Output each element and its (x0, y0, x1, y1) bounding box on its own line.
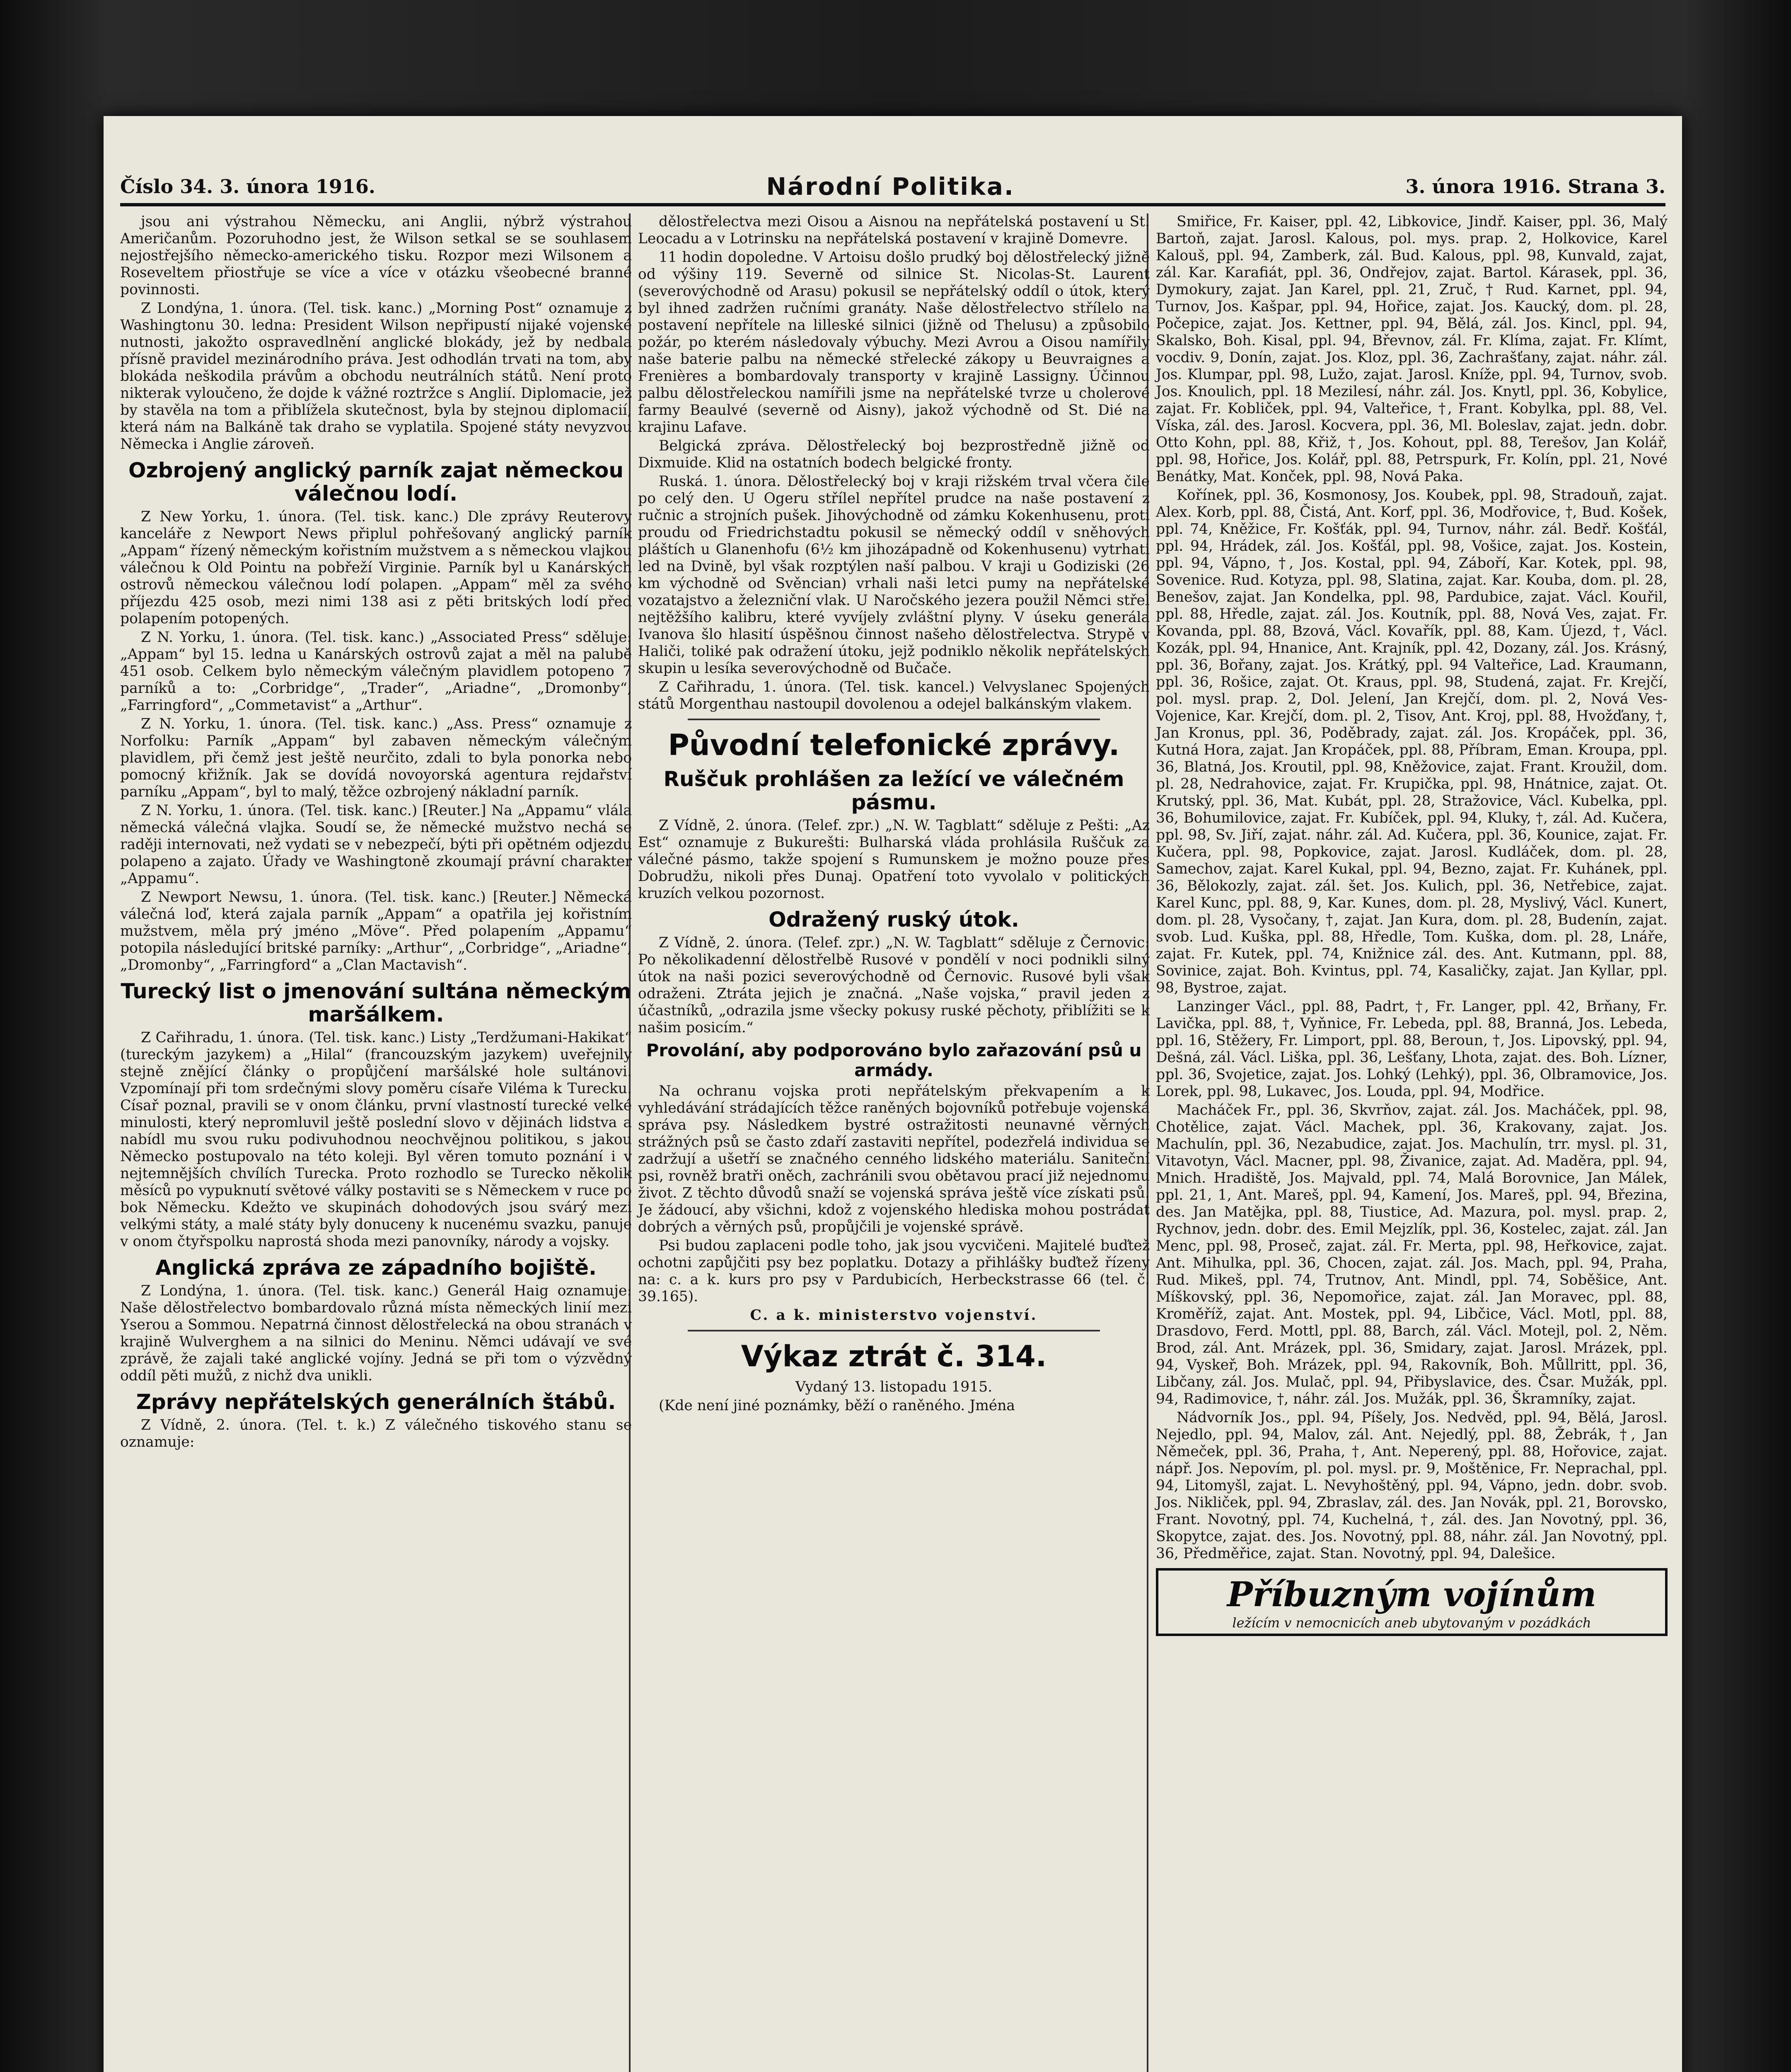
article-paragraph: Na ochranu vojska proti nepřátelským překvapením a k vyhledávání strádajících těžce raněných bojovníků potřebuje vojenská správa psy. Následkem bystré ostražitosti neunavné věrných strážných psů se často zdaří zastaviti nepřítel, podezřelá individua se zadržují a ušetří se značného cenného lidského materiálu. Saniteční psi, rovněž bratři oněch, zachránili svou obětavou prací již nejednomu život. Z těchto důvodů snaží se vojenská správa ještě více získati psů. Je žádoucí, aby všichni, kdož z vojenského hlediska mohou postrádat dobrých a věrných psů, propůjčili je vojenské správě. (638, 1083, 1150, 1235)
page-header (120, 170, 1665, 206)
casualty-list-paragraph: Lanzinger Václ., ppl. 88, Padrt, †, Fr. Langer, ppl. 42, Brňany, Fr. Lavička, ppl. 88, †, Vyňnice, Fr. Lebeda, ppl. 88, Branná, Jos. Lebeda, ppl. 16, Stěžery, Fr. Limport, ppl. 88, Beroun, †, Jos. Lipovský, ppl. 94, Dešná, zál. Václ. Liška, ppl. 36, Lešťany, Lhota, zajat. des. Boh. Lízner, ppl. 36, Svojetice, zajat. Jos. Lohký (Lehký), ppl. 36, Olbramovice, Jos. Lorek, ppl. 98, Lukavec, Jos. Louda, ppl. 94, Modřice. (1156, 998, 1668, 1100)
article-paragraph: Z New Yorku, 1. února. (Tel. tisk. kanc.) Dle zprávy Reuterovy kanceláře z Newport News připlul pohřešovaný anglický parník „Appam“ řízený německým kořistním mužstvem a s německou vlajkou válečnou k Old Pointu na pobřeží Virginie. Parník byl u Kanárských ostrovů německou válečnou lodí polapen. „Appam“ měl za svého příjezdu 425 osob, mezi nimi 138 asi z pěti britských lodí před polapením potopených. (120, 508, 632, 627)
headline: Turecký list o jmenování sultána německým maršálkem. (121, 979, 631, 1026)
article-paragraph: (Kde není jiné poznámky, běží o raněného. Jména (659, 1397, 1015, 1414)
article-paragraph: 11 hodin dopoledne. V Artoisu došlo prudký boj dělostřelecký jižně od výšiny 119. Severně od silnice St. Nicolas-St. Laurent (severovýchodně od Arasu) pokusil se nepřátelský oddíl o útok, který byl ihned zadržen ručními granáty. Naše dělostřelectvo střílelo na postavení nepřítele na lilleské silnici (jižně od Thelusu) a způsobilo požár, po kterém následovaly výbuchy. Mezi Avrou a Oisou namířily naše baterie palbu na německé střelecké zákopy u Beuvraignes a Frenières a bombardovaly transporty v krajině Lassigny. Účinnou palbu dělostřeleckou namířili jsme na nepřátelské tvrze u cholerové farmy Beaulvé (severně od Aisny), jakož východně od St. Dié na krajinu Lafave. (638, 249, 1150, 436)
article-paragraph: Z Londýna, 1. února. (Tel. tisk. kanc.) „Morning Post“ oznamuje z Washingtonu 30. ledna: President Wilson nepřipustí nijaké vojenské nutnosti, jakožto ospravedlnění anglické blokády, jež by nedbala přísně pravidel mezinárodního práva. Jest odhodlán trvati na tom, aby blokáda neškodila právům a obchodu neutrálních států. Není proto nikterak vyloučeno, že dojde k vážné roztržce s Anglií. Diplomacie, jež by stavěla na tom a přiblížela skutečnost, byla by stejnou diplomacií, která nám na Balkáně tak draho se vyplatila. Spojené státy nevyzvou Německa i Anglie zároveň. (120, 300, 632, 453)
page-info: 3. února 1916. Strana 3. (1405, 175, 1665, 198)
casualty-list-paragraph: Nádvorník Jos., ppl. 94, Píšely, Jos. Nedvěd, ppl. 94, Bělá, Jarosl. Nejedlo, ppl. 94, Malov, zál. Ant. Nejedlý, ppl. 88, Žebrák, †, Jan Němeček, ppl. 36, Praha, †, Ant. Neperený, ppl. 88, Hořovice, zajat. nápř. Jos. Nepovím, pl. pol. mysl. pr. 9, Moštěnice, Fr. Neprachal, ppl. 94, Litomyšl, zajat. L. Nevyhoštěný, ppl. 94, Vápno, jedn. dobr. svob. Jos. Nikliček, ppl. 94, Zbraslav, zál. des. Jan Novák, ppl. 21, Borovsko, Frant. Novotný, ppl. 74, Kuchelná, †, zál. des. Jan Novotný, ppl. 36, Skopytce, zajat. des. Jos. Novotný, ppl. 88, náhr. zál. Jan Novotný, ppl. 36, Předměřice, zajat. Stan. Novotný, ppl. 94, Dalešice. (1156, 1409, 1668, 1562)
notice-subtitle: ležícím v nemocnicích aneb ubytovaným v pozádkách (1232, 1615, 1591, 1631)
article-paragraph: Z Vídně, 2. února. (Telef. zpr.) „N. W. Tagblatt“ sděluje z Pešti: „Az Est“ oznamuje z Bukurešti: Bulharská vláda prohlásila Ruščuk za válečné pásmo, takže spojení s Rumunskem je možno pouze přes Dobrudžu, nikoli přes Dunaj. Opatření toto vyvolalo v politických kruzích velkou pozornost. (638, 817, 1150, 902)
newspaper-page (104, 116, 1682, 2072)
article-paragraph: Belgická zpráva. Dělostřelecký boj bezprostředně jižně od Dixmuide. Klid na ostatních bodech belgické fronty. (638, 438, 1150, 471)
section-headline: Původní telefonické zprávy. (668, 728, 1120, 762)
separator (688, 719, 1100, 720)
column-3 (1156, 213, 1668, 2072)
article-paragraph: Z Newport Newsu, 1. února. (Tel. tisk. kanc.) [Reuter.] Německá válečná loď, která zajala parník „Appam“ a opatřila jej kořistním mužstvem, měla prý jméno „Möve“. Před polapením „Appamu“ potopila následující britské parníky: „Arthur“, „Corbridge“, „Ariadne“, „Dromonby“, „Farringford“ a „Clan Mactavish“. (120, 889, 632, 973)
article-paragraph: Z N. Yorku, 1. února. (Tel. tisk. kanc.) „Ass. Press“ oznamuje z Norfolku: Parník „Appam“ byl zabaven německým válečným plavidlem, při čemž jest ještě neurčito, zdali to byla ponorka nebo pomocný křižník. Jak se dovídá novoyorská agentura rejdařství parníku „Appam“, byl to malý, těžce ozbrojený nákladní parník. (120, 716, 632, 800)
article-paragraph: Psi budou zaplaceni podle toho, jak jsou vycvičeni. Majitelé buďtež ochotni zapůjčiti psy bez poplatku. Dotazy a přihlášky buďtež řízeny na: c. a k. kurs pro psy v Pardubicích, Herbeckstrasse 66 (tel. č. 39.165). (638, 1237, 1150, 1305)
headline: Ozbrojený anglický parník zajat německou válečnou lodí. (128, 458, 624, 506)
notice-title: Příbuzným vojínům (1227, 1575, 1597, 1615)
column-2 (638, 213, 1150, 2072)
date-line: Vydaný 13. listopadu 1915. (795, 1379, 993, 1395)
casualty-list-paragraph: Macháček Fr., ppl. 36, Skvrňov, zajat. zál. Jos. Macháček, ppl. 98, Chotělice, zajat. Václ. Machek, ppl. 36, Krakovany, zajat. Jos. Machulín, ppl. 36, Nezabudice, zajat. Jos. Machulín, trr. mysl. pl. 31, Vitavotyn, Václ. Macner, ppl. 98, Živanice, zajat. Ad. Maděra, ppl. 94, Mnich. Hradiště, Jos. Majvald, ppl. 74, Malá Borovnice, Jan Málek, ppl. 21, 1, Ant. Mareš, ppl. 94, Kamení, Jos. Mareš, ppl. 94, Březina, des. Jan Matějka, ppl. 88, Tiustice, Ad. Mazura, pol. mysl. prap. 2, Rychnov, jedn. dobr. des. Emil Mejzlík, ppl. 36, Kostelec, zajat. zál. Jan Menc, ppl. 98, Proseč, zajat. zál. Fr. Merta, ppl. 98, Heřkovice, zajat. Ant. Mihulka, ppl. 36, Chocen, zajat. zál. Jos. Mach, ppl. 94, Praha, Rud. Mikeš, ppl. 74, Trutnov, Ant. Mindl, ppl. 74, Soběšice, Ant. Míškovský, ppl. 36, Nepomořice, zajat. zál. Jan Moravec, ppl. 88, Kroměříž, zajat. Ant. Mostek, ppl. 94, Libčice, Václ. Motl, ppl. 88, Drasdovo, Ferd. Mottl, ppl. 88, Barch, zál. Václ. Motejl, pol. 2, Něm. Brod, zál. Ant. Mrázek, ppl. 36, Smidary, zajat. Jarosl. Mrázek, ppl. 94, Vyskeř, Boh. Mrázek, ppl. 94, Rakovník, Boh. Můllritt, ppl. 36, Libčany, zál. Jos. Mulač, ppl. 94, Přibyslavice, des. Čsar. Mužák, ppl. 94, Radimovice, †, náhr. zál. Jos. Mužák, ppl. 36, Škramníky, zajat. (1156, 1102, 1668, 1407)
column-1 (120, 213, 632, 2072)
headline: Anglická zpráva ze západního bojiště. (155, 1256, 597, 1280)
headline: Provolání, aby podporováno bylo zařazování psů u armády. (646, 1040, 1142, 1080)
article-paragraph: Z Cařihradu, 1. února. (Tel. tisk. kancel.) Velvyslanec Spojených států Morgenthau nastoupil dovolenou a odejel balkánským vlakem. (638, 679, 1150, 712)
article-paragraph: Z Cařihradu, 1. února. (Tel. tisk. kanc.) Listy „Terdžumani-Hakikat“ (tureckým jazykem) a „Hilal“ (francouzským jazykem) uveřejnily stejně znějící články o propůjčení maršálské hole sultánovi. Vzpomínají při tom srdečnými slovy poměru císaře Viléma k Turecku. Císař poznal, pravili se v onom článku, první vlastností turecké velké minulosti, který nepromluvil ještě poslední slovo v dějinách lidstva a nabídl mu svou ruku podivuhodnou neochvějnou politikou, s jakou Německo postupovalo na této koleji. Byl věren tomuto poznání i v nejtemnějších chvílích Turecka. Proto rozhodlo se Turecko několik měsíců po vypuknutí světové války postaviti se s Německem v ruce po bok Německu. Kdežto ve skupinách dohodových jsou svárý mezi velkými státy, a malé státy byly donuceny k nucenému svazku, panuje v onom čtyřspolku naprostá shoda mezi panovníky, národy a vojsky. (120, 1029, 632, 1250)
masthead: Národní Politika. (766, 172, 1015, 201)
headline: Odražený ruský útok. (769, 908, 1019, 932)
headline: Ruščuk prohlášen za ležící ve válečném pásmu. (663, 767, 1124, 814)
article-paragraph: Z Vídně, 2. února. (Telef. zpr.) „N. W. Tagblatt“ sděluje z Černovic: Po několikadenní dělostřelbě Rusové v pondělí v noci podnikli silný útok na naši pozici severovýchodně od Černovic. Rusové byli však odraženi. Ztráta jejich je značná. „Naše vojska,“ pravil jeden z účastníků, „odrazila jsme všecky pokusy ruské pěchoty, přiblížiti se k našim posicím.“ (638, 934, 1150, 1036)
article-paragraph: dělostřelectva mezi Oisou a Aisnou na nepřátelská postavení u St. Leocadu a v Lotrinsku na nepřátelská postavení v krajině Domevre. (638, 213, 1150, 247)
article-paragraph: jsou ani výstrahou Německu, ani Anglii, nýbrž výstrahou Američanům. Pozoruhodno jest, že Wilson setkal se se souhlasem nejostřejšího německo-amerického tisku. Rozpor mezi Wilsonem a Roseveltem přiostřuje se více a více v otázku všeobecné branné povinnosti. (120, 213, 632, 298)
article-paragraph: Ruská. 1. února. Dělostřelecký boj v kraji rižském trval včera čile po celý den. U Ogeru střílel nepřítel prudce na naše postavení z ručnic a strojních pušek. Jihovýchodně od zámku Kokenhusenu, proti proudu od Friedrichstadtu pokusil se německý oddíl v sněhových pláštích u Glanenhofu (6½ km jihozápadně od Kokenhusenu) vytrhati led na Dvině, byl však rozptýlen naší palbou. V kraji u Godiziski (26 km východně od Svěncian) vrhali naši letci pumy na nepřátelské vozatajstvo a železniční vlak. U Naročského jezera použil Němci střel nejtěžšího kalibru, které vyvíjely zvláštní plyny. V úseku generála Ivanova šlo hlasití úspěšnou činnost našeho dělostřelectva. Strypě v Haliči, toliké pak odražení útoku, jejž podniklo několik nepřátelských skupin u lesíka severovýchodně od Bučače. (638, 473, 1150, 677)
separator (688, 1330, 1100, 1331)
signature: C. a k. ministerstvo vojenství. (750, 1307, 1038, 1324)
section-headline: Výkaz ztrát č. 314. (741, 1339, 1047, 1373)
article-paragraph: Z N. Yorku, 1. února. (Tel. tisk. kanc.) „Associated Press“ sděluje: „Appam“ byl 15. ledna u Kanárských ostrovů zajat a měl na palubě 451 osob. Celkem bylo německým válečným plavidlem potopeno 7 parníků a to: „Corbridge“, „Trader“, „Ariadne“, „Dromonby“, „Farringford“, „Commetavist“ a „Arthur“. (120, 629, 632, 714)
casualty-list-paragraph: Kořínek, ppl. 36, Kosmonosy, Jos. Koubek, ppl. 98, Stradouň, zajat. Alex. Korb, ppl. 88, Čistá, Ant. Korf, ppl. 36, Modřovice, †, Bud. Košek, ppl. 74, Kněžice, Fr. Košťák, ppl. 94, Turnov, náhr. zál. Bedř. Košťál, ppl. 94, Hrádek, zál. Jos. Košťál, ppl. 98, Vošice, zajat. Jos. Kostein, ppl. 94, Vápno, †, Jos. Kostal, ppl. 94, Záboří, Kar. Kotek, ppl. 98, Sovenice. Rud. Kotyza, ppl. 98, Slatina, zajat. Kar. Kouba, dom. pl. 28, Benešov, zajat. Jan Kondelka, ppl. 98, Pardubice, zajat. Václ. Kouřil, ppl. 88, Hředle, zajat. zál. Jos. Koutník, ppl. 88, Nová Ves, zajat. Fr. Kovanda, ppl. 88, Bzová, Václ. Kovařík, ppl. 88, Kam. Újezd, †, Václ. Kozák, ppl. 94, Hnanice, Ant. Krajník, ppl. 42, Dozany, zál. Jos. Krásný, ppl. 36, Bořany, zajat. Jos. Krátký, ppl. 94 Valteřice, Lad. Kraumann, ppl. 36, Rošice, zajat. Ot. Kraus, ppl. 98, Studená, zajat. Fr. Krejčí, pol. mysl. prap. 2, Dol. Jelení, Jan Krejčí, dom. pl. 2, Nová Ves-Vojenice, Kar. Krejčí, dom. pl. 2, Tisov, Ant. Kroj, ppl. 88, Hvožďany, †, Jan Kronus, ppl. 36, Poděbrady, zajat. zál. Jos. Kropáček, ppl. 36, Kutná Hora, zajat. Jan Kropáček, ppl. 88, Příbram, Eman. Kroupa, ppl. 36, Blatná, Jos. Kroutil, ppl. 98, Kněžovice, zajat. Frant. Kroužil, dom. pl. 28, Nedrahovice, zajat. Fr. Krupička, ppl. 98, Hnátnice, zajat. Ot. Krutský, ppl. 36, Mat. Kubát, ppl. 28, Stražovice, Václ. Kubelka, ppl. 36, Bohumilovice, zajat. Fr. Kubíček, ppl. 94, Kluky, †, zál. Ad. Kučera, ppl. 98, Sv. Jiří, zajat. náhr. zál. Ad. Kučera, ppl. 36, Kounice, zajat. Fr. Kučera, ppl. 98, Popkovice, zajat. Jarosl. Kudláček, dom. pl. 28, Samechov, zajat. Karel Kukal, ppl. 94, Bezno, zajat. Fr. Kuhánek, ppl. 36, Bělokozly, zajat. zál. šet. Jos. Kulich, ppl. 36, Netřebice, zajat. Karel Kunc, ppl. 88, 9, Kar. Kunes, dom. pl. 28, Myslivý, Václ. Kunert, dom. pl. 28, Vysočany, †, zajat. Jan Kura, dom. pl. 28, Budenín, zajat. svob. Lud. Kuška, ppl. 88, Hředle, Tom. Kuška, dom. pl. 28, Lnáře, zajat. Fr. Kutek, ppl. 74, Knižnice zál. des. Ant. Kutmann, ppl. 88, Sovinice, zajat. Boh. Kvintus, ppl. 74, Kasaličky, zajat. Jan Kyllar, ppl. 98, Bystroe, zajat. (1156, 487, 1668, 996)
article-paragraph: Z N. Yorku, 1. února. (Tel. tisk. kanc.) [Reuter.] Na „Appamu“ vlála německá válečná vlajka. Soudí se, že německé mužstvo nechá se raději internovati, než vydati se v nebezpečí, býti při opětném odjezdu polapeno a zajato. Úřady ve Washingtoně zkoumají právní charakter „Appamu“. (120, 802, 632, 887)
headline: Zprávy nepřátelských generálních štábů. (136, 1390, 616, 1414)
casualty-list-paragraph: Smiřice, Fr. Kaiser, ppl. 42, Libkovice, Jindř. Kaiser, ppl. 36, Malý Bartoň, zajat. Jarosl. Kalous, pol. mys. prap. 2, Holkovice, Karel Kalouš, ppl. 94, Zamberk, zál. Bud. Kalous, ppl. 98, Kunvald, zajat, zál. Kar. Karafiát, ppl. 36, Ondřejov, zajat. Bartol. Kárasek, ppl. 36, Dymokury, zajat. Jan Karel, ppl. 21, Zruč, † Rud. Karnet, ppl. 94, Turnov, Jos. Kašpar, ppl. 94, Hořice, zajat. Jos. Kaucký, dom. pl. 28, Počepice, zajat. Jos. Kettner, ppl. 94, Bělá, zál. Jos. Kincl, ppl. 94, Skalsko, Boh. Kisal, ppl. 94, Břevnov, zál. Fr. Klíma, zajat. Fr. Klímt, vocdiv. 9, Donín, zajat. Jos. Kloz, ppl. 36, Zachrašťany, zajat. náhr. zál. Jos. Klumpar, ppl. 98, Lužo, zajat. Jarosl. Kníže, ppl. 94, Turnov, svob. Jos. Knoulich, ppl. 18 Mezilesí, náhr. zál. Jos. Knytl, ppl. 36, Kobylice, zajat. Fr. Kobliček, ppl. 94, Valteřice, †, Frant. Kobylka, ppl. 88, Vel. Víska, zál. des. Jarosl. Kocvera, ppl. 36, Ml. Boleslav, zajat. jedn. dobr. Otto Kohn, ppl. 88, Křiž, †, Jos. Kohout, ppl. 88, Terešov, Jan Kolář, ppl. 98, Hořice, Jos. Kolář, ppl. 88, Petrspurk, Fr. Kolín, ppl. 21, Nové Benátky, Mat. Konček, ppl. 98, Nová Paka. (1156, 213, 1668, 485)
article-paragraph: Z Londýna, 1. února. (Tel. tisk. kanc.) Generál Haig oznamuje: Naše dělostřelectvo bombardovalo různá místa německých linií mezi Yserou a Sommou. Nepatrná činnost dělostřelecká na obou stranách v krajině Wulverghem a na silnici do Meninu. Němci udávají ve své zprávě, že zajali také anglické vojíny. Jedná se při tom o výzvědný oddíl pěti mužů, z nichž dva unikli. (120, 1283, 632, 1384)
article-paragraph: Z Vídně, 2. února. (Tel. t. k.) Z válečného tiskového stanu se oznamuje: (120, 1417, 632, 1450)
issue-info: Číslo 34. 3. února 1916. (120, 175, 375, 198)
notice-box (1156, 1568, 1668, 1636)
